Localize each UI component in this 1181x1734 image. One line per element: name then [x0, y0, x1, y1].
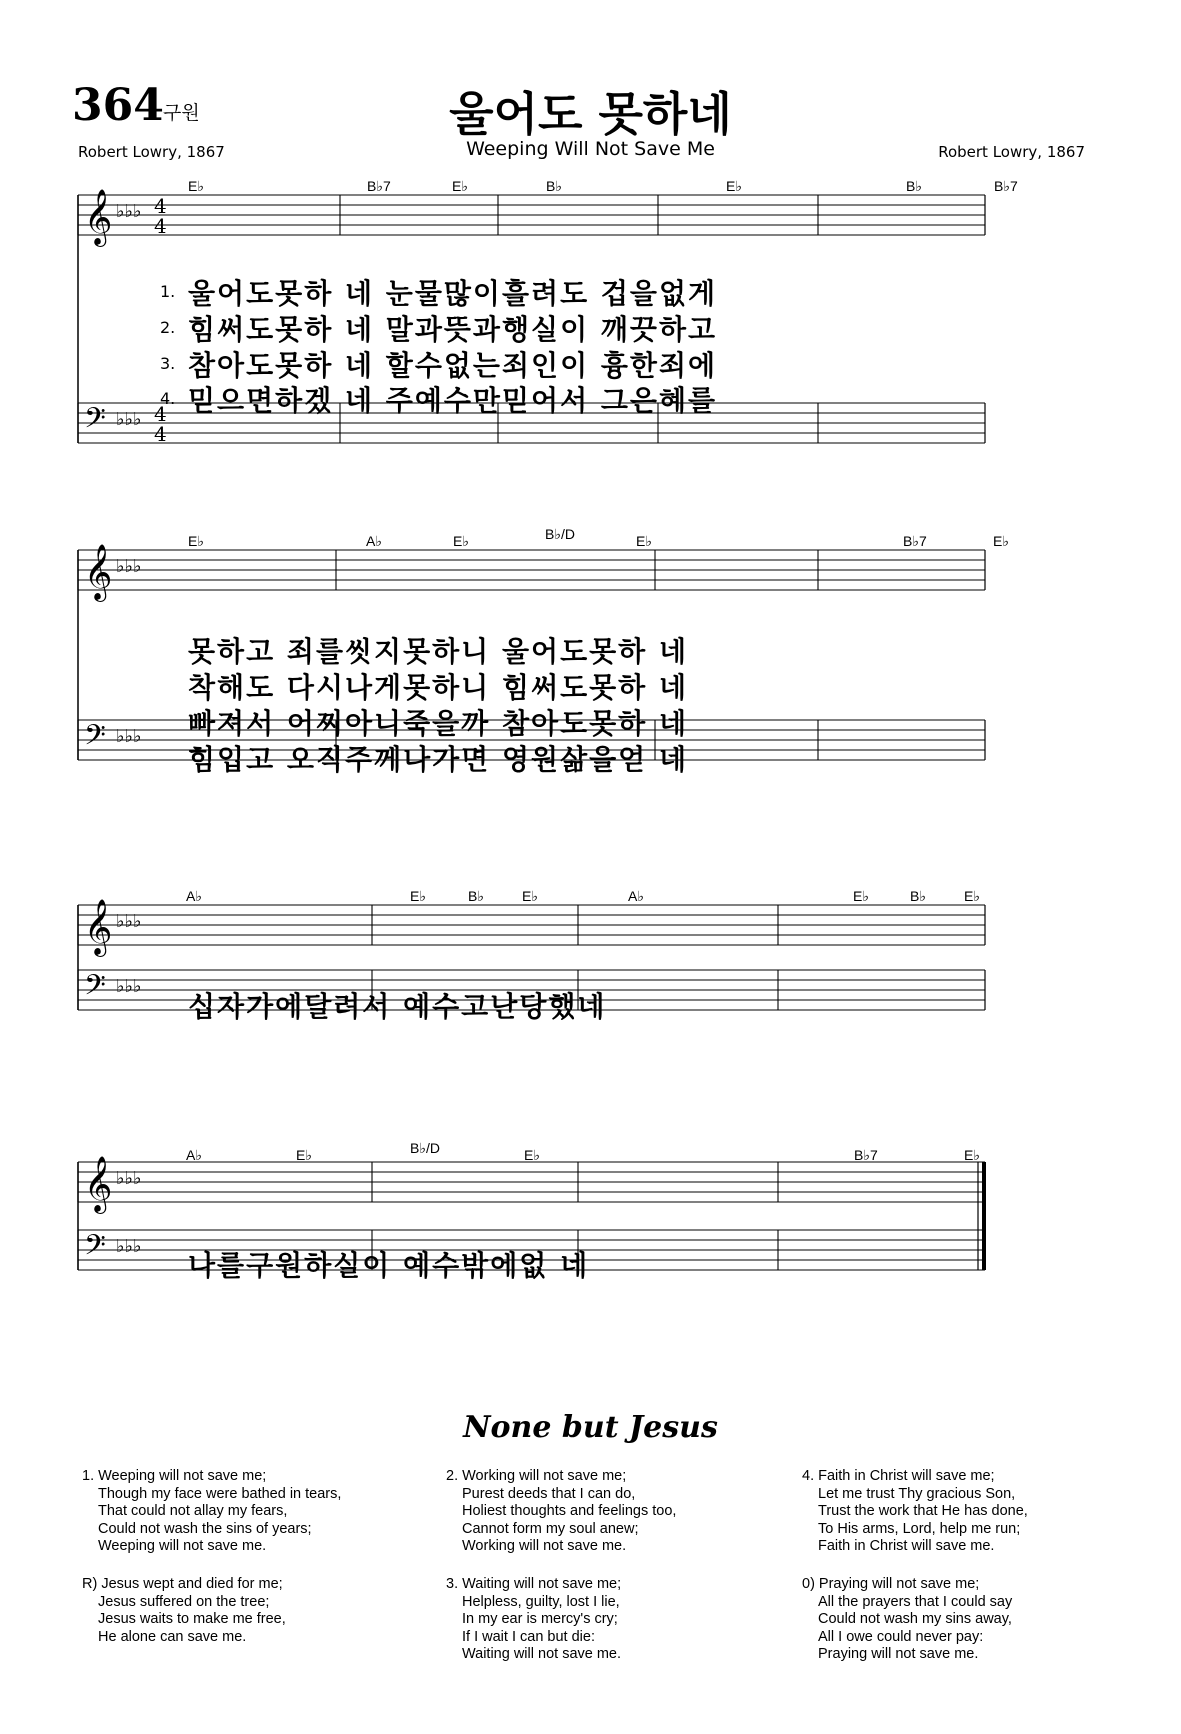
- key-signature: ♭♭♭: [116, 409, 142, 430]
- chord-symbol: E♭: [296, 1147, 312, 1163]
- key-signature: ♭♭♭: [116, 976, 142, 997]
- verse-line: Cannot form my soul anew;: [462, 1520, 639, 1537]
- lyric-line: 십자가에달려서 예수고난당했네: [188, 990, 607, 1023]
- key-signature: ♭♭♭: [116, 1168, 142, 1189]
- bass-clef-icon: 𝄢: [84, 719, 106, 759]
- chord-symbol: E♭: [188, 533, 204, 549]
- lyric-line: 울어도못하 네 눈물많이흘려도 겁을없게: [188, 277, 718, 310]
- verse-line: To His arms, Lord, help me run;: [818, 1520, 1021, 1537]
- chord-symbol: E♭: [964, 1147, 980, 1163]
- verse-line: Jesus suffered on the tree;: [98, 1593, 270, 1610]
- hymn-title: 울어도 못하네: [449, 87, 732, 141]
- english-verse: [446, 1576, 621, 1664]
- time-signature: 4: [154, 402, 167, 426]
- verse-line: That could not allay my fears,: [98, 1503, 288, 1519]
- verse-line: Working will not save me.: [462, 1538, 627, 1554]
- composer-left: Robert Lowry, 1867: [78, 143, 225, 161]
- time-signature: 4: [154, 422, 167, 446]
- lyric-line: 나를구원하실이 예수밖에없 네: [188, 1249, 590, 1282]
- time-signature: 4: [154, 214, 167, 238]
- chord-symbol: E♭: [993, 533, 1009, 549]
- bass-clef-icon: 𝄢: [84, 1229, 106, 1269]
- treble-clef-icon: 𝄞: [84, 899, 113, 955]
- chord-symbol: E♭: [410, 888, 426, 904]
- verse-line: Could not wash my sins away,: [818, 1611, 1012, 1627]
- lyric-line: 참아도못하 네 할수없는죄인이 흉한죄에: [188, 349, 718, 382]
- verse-line: Trust the work that He has done,: [818, 1503, 1028, 1519]
- verse-line: Faith in Christ will save me.: [818, 1538, 995, 1554]
- treble-clef-icon: 𝄞: [84, 189, 113, 245]
- lyric-line: 힘입고 오직주께나가면 영원삶을얻 네: [188, 743, 689, 776]
- lyric-line: 믿으면하겠 네 주예수만믿어서 그은혜를: [188, 384, 718, 417]
- treble-clef-icon: 𝄞: [84, 1156, 113, 1212]
- bass-clef-icon: 𝄢: [84, 969, 106, 1009]
- verse-line: All I owe could never pay:: [818, 1628, 984, 1645]
- key-signature: ♭♭♭: [116, 726, 142, 747]
- verse-number: 4.: [160, 389, 176, 408]
- verse-line: He alone can save me.: [98, 1628, 247, 1645]
- hymn-category: 구원: [163, 102, 200, 124]
- verse-line: Holiest thoughts and feelings too,: [462, 1503, 677, 1519]
- chord-symbol: E♭: [522, 888, 538, 904]
- verse-line: Jesus waits to make me free,: [98, 1611, 286, 1627]
- verse-line: 4. Faith in Christ will save me;: [802, 1468, 995, 1484]
- english-verse: [446, 1468, 676, 1556]
- chord-symbol: B♭: [546, 178, 562, 194]
- verse-line: R) Jesus wept and died for me;: [82, 1576, 283, 1592]
- lyric-line: 못하고 죄를씻지못하니 울어도못하 네: [188, 635, 689, 668]
- english-title: None but Jesus: [463, 1410, 718, 1445]
- verse-line: Let me trust Thy gracious Son,: [818, 1485, 1016, 1502]
- key-signature: ♭♭♭: [116, 911, 142, 932]
- chord-symbol: E♭: [188, 178, 204, 194]
- lyric-line: 힘써도못하 네 말과뜻과행실이 깨끗하고: [188, 313, 718, 346]
- english-refrain: [82, 1576, 286, 1646]
- chord-symbol: B♭7: [903, 533, 927, 549]
- chord-symbol: A♭: [186, 1147, 202, 1163]
- chord-symbol: B♭7: [367, 178, 391, 194]
- composer-right: Robert Lowry, 1867: [938, 143, 1085, 161]
- verse-line: Weeping will not save me.: [98, 1538, 267, 1554]
- chord-symbol: E♭: [453, 533, 469, 549]
- chord-symbol: E♭: [636, 533, 652, 549]
- verse-line: Though my face were bathed in tears,: [98, 1485, 342, 1502]
- lyric-line: 착해도 다시나게못하니 힘써도못하 네: [188, 671, 689, 704]
- chord-symbol: B♭/D: [545, 526, 575, 542]
- chord-symbol: B♭: [468, 888, 484, 904]
- key-signature: ♭♭♭: [116, 1236, 142, 1257]
- key-signature: ♭♭♭: [116, 556, 142, 577]
- chord-symbol: A♭: [366, 533, 382, 549]
- verse-line: 3. Waiting will not save me;: [446, 1576, 622, 1592]
- verse-line: Praying will not save me.: [818, 1646, 979, 1662]
- chord-symbol: E♭: [524, 1147, 540, 1163]
- chord-symbol: A♭: [628, 888, 644, 904]
- verse-line: 2. Working will not save me;: [446, 1468, 627, 1484]
- verse-line: If I wait I can but die:: [462, 1628, 595, 1645]
- verse-line: Waiting will not save me.: [462, 1646, 622, 1662]
- verse-line: Could not wash the sins of years;: [98, 1520, 312, 1537]
- verse-number: 1.: [160, 282, 176, 301]
- chord-symbol: B♭/D: [410, 1140, 440, 1156]
- chord-symbol: B♭: [910, 888, 926, 904]
- chord-symbol: E♭: [452, 178, 468, 194]
- verse-line: In my ear is mercy's cry;: [462, 1611, 618, 1627]
- time-signature: 4: [154, 194, 167, 218]
- chord-symbol: E♭: [853, 888, 869, 904]
- bass-clef-icon: 𝄢: [84, 402, 106, 442]
- hymn-subtitle: Weeping Will Not Save Me: [466, 138, 715, 160]
- english-verse: [82, 1468, 341, 1556]
- verse-number: 2.: [160, 318, 176, 337]
- lyric-line: 빠져서 어찌아니죽을까 참아도못하 네: [188, 707, 689, 740]
- chord-symbol: A♭: [186, 888, 202, 904]
- treble-clef-icon: 𝄞: [84, 544, 113, 600]
- english-verse: [802, 1576, 1012, 1664]
- chord-symbol: B♭7: [854, 1147, 878, 1163]
- english-verse: [802, 1468, 1028, 1556]
- hymn-number: 364: [72, 80, 164, 131]
- chord-symbol: E♭: [964, 888, 980, 904]
- chord-symbol: B♭7: [994, 178, 1018, 194]
- verse-line: Helpless, guilty, lost I lie,: [462, 1593, 620, 1610]
- key-signature: ♭♭♭: [116, 201, 142, 222]
- verse-line: Purest deeds that I can do,: [462, 1485, 636, 1502]
- chord-symbol: B♭: [906, 178, 922, 194]
- verse-line: 1. Weeping will not save me;: [82, 1468, 267, 1484]
- verse-line: 0) Praying will not save me;: [802, 1576, 980, 1592]
- verse-number: 3.: [160, 354, 176, 373]
- chord-symbol: E♭: [726, 178, 742, 194]
- verse-line: All the prayers that I could say: [818, 1593, 1013, 1610]
